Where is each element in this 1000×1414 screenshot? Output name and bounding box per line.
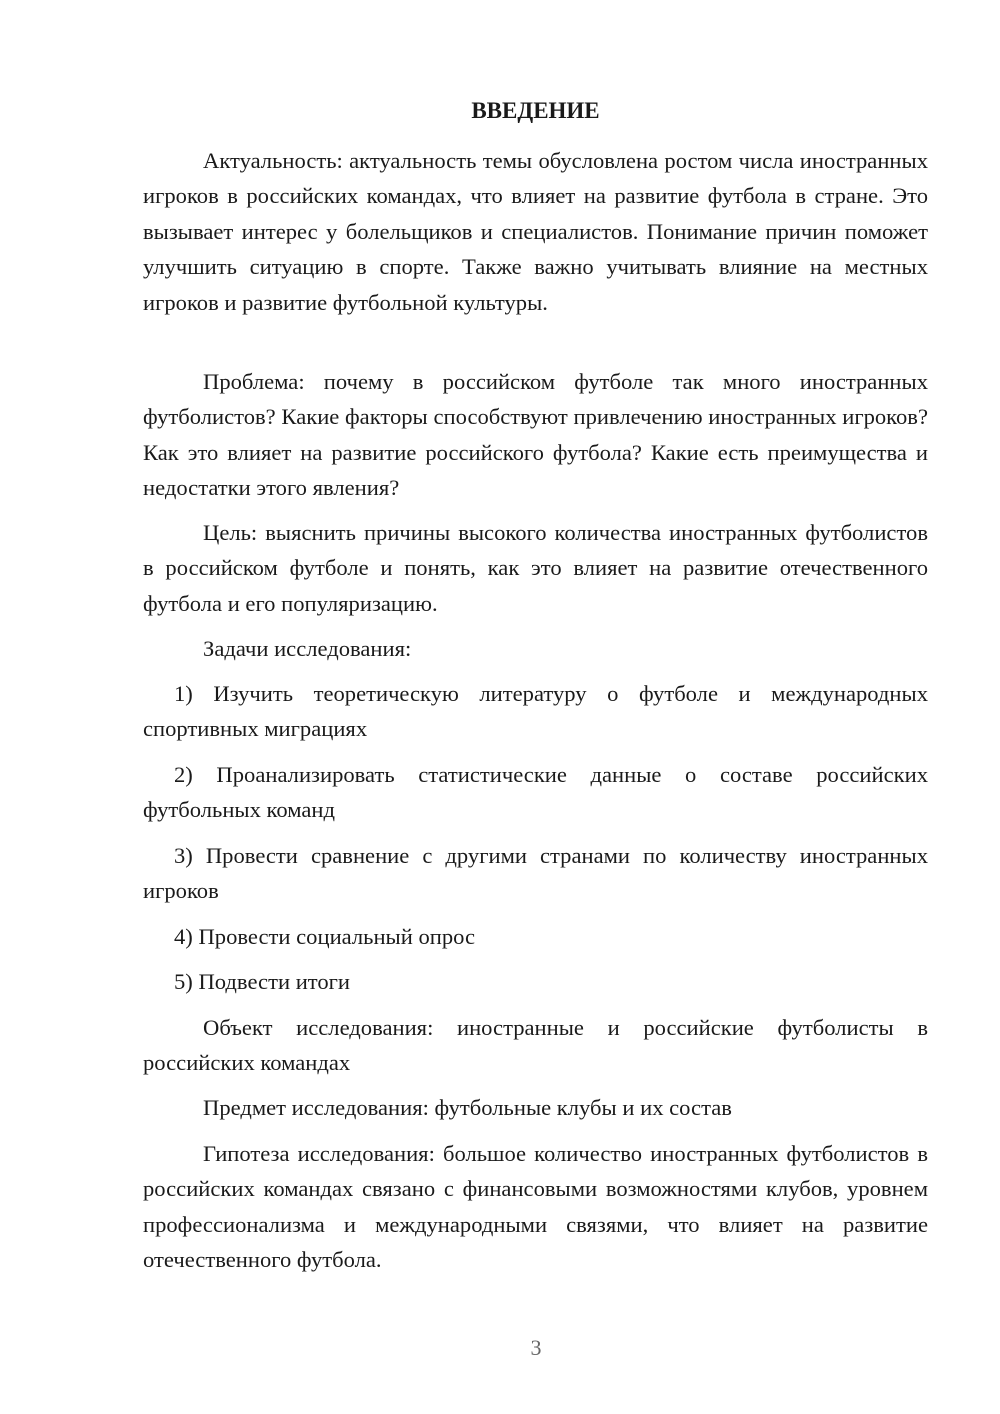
paragraph-goal: Цель: выяснить причины высокого количества иностранных футболистов в российском футболе и понять, как это влияет на развитие отечественного футбола и его популяризацию. [143, 520, 928, 616]
page-title: ВВЕДЕНИЕ [471, 98, 600, 123]
task-item-3: 3) Провести сравнение с другими странами по количеству иностранных игроков [143, 843, 928, 904]
tasks-title: Задачи исследования: [203, 636, 412, 661]
task-item-5: 5) Подвести итоги [174, 969, 351, 994]
page-number: 3 [530, 1335, 542, 1360]
task-item-4: 4) Провести социальный опрос [174, 924, 476, 949]
paragraph-problem: Проблема: почему в российском футболе так много иностранных футболистов? Какие факторы способствуют привлечению иностранных игроков? Как это влияет на развитие российского футбола? Какие есть преимущества и недостатки этого явления? [143, 369, 928, 501]
paragraph-object: Объект исследования: иностранные и российские футболисты в российских командах [143, 1015, 928, 1076]
paragraph-relevance: Актуальность: актуальность темы обусловлена ростом числа иностранных игроков в российских командах, что влияет на развитие футбола в стране. Это вызывает интерес у болельщиков и специалистов. Понимание причин поможет улучшить ситуацию в спорте. Также важно учитывать влияние на местных игроков и развитие футбольной культуры. [143, 148, 928, 315]
paragraph-subject: Предмет исследования: футбольные клубы и их состав [203, 1095, 732, 1120]
task-item-1: 1) Изучить теоретическую литературу о футболе и международных спортивных миграциях [143, 681, 928, 742]
paragraph-hypothesis: Гипотеза исследования: большое количество иностранных футболистов в российских командах связано с финансовыми возможностями клубов, уровнем профессионализма и международными связями, что влияет на развитие отечественного футбола. [143, 1141, 928, 1273]
task-item-2: 2) Проанализировать статистические данные о составе российских футбольных команд [143, 762, 928, 823]
